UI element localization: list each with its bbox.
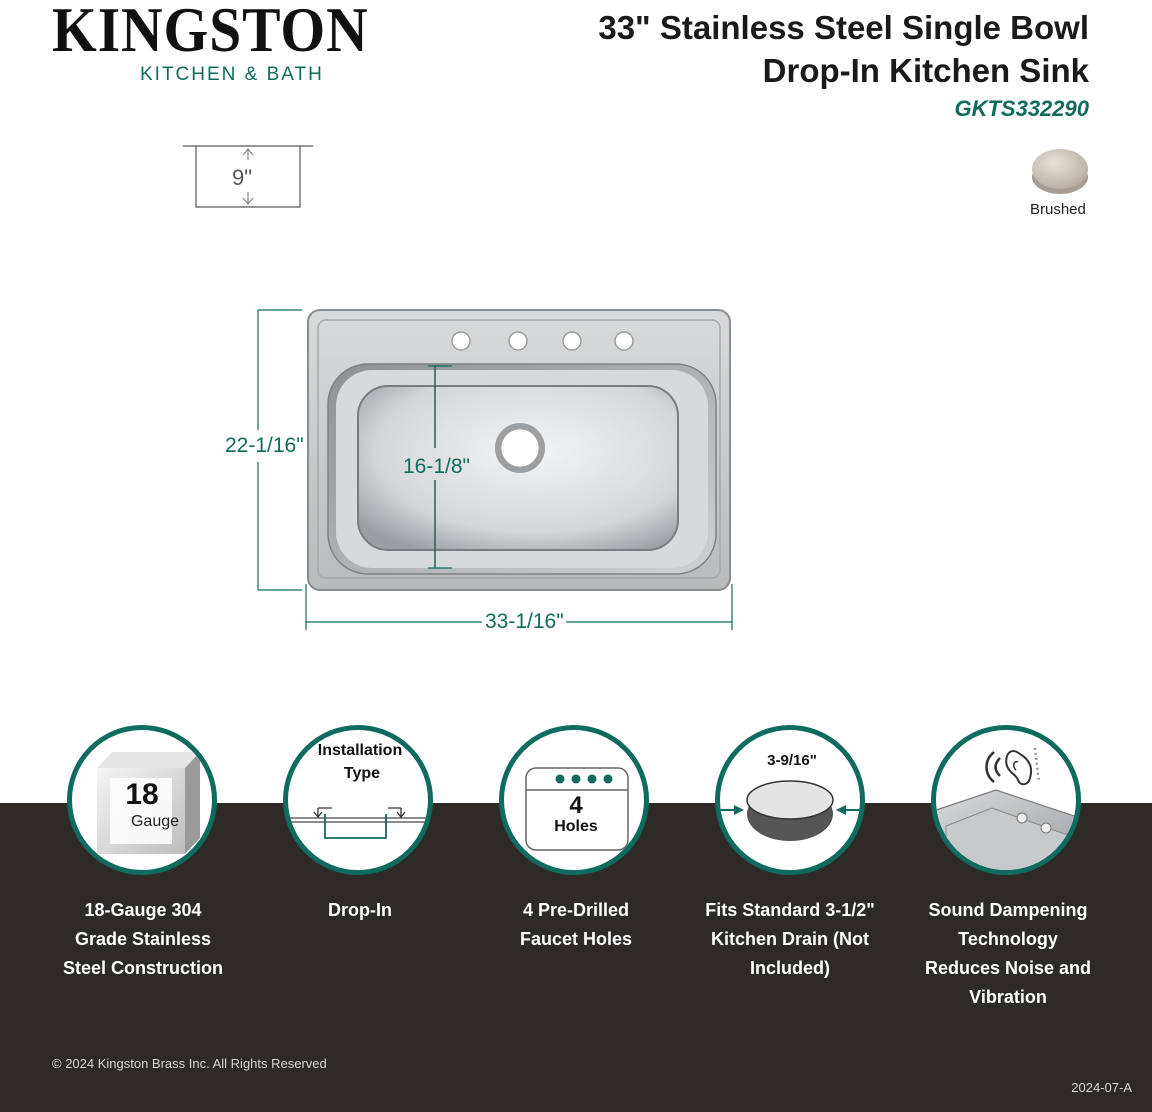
caption-line: Reduces Noise and bbox=[924, 958, 1092, 978]
gauge-number: 18 bbox=[125, 778, 159, 811]
caption-line: Faucet Holes bbox=[519, 929, 633, 949]
brand-logo-wordmark: KINGSTON bbox=[52, 0, 369, 65]
sound-dampening-icon bbox=[936, 730, 1076, 870]
product-title bbox=[598, 6, 1089, 92]
feature-caption-installation bbox=[260, 896, 460, 925]
brushed-finish-swatch-icon bbox=[1031, 147, 1089, 195]
holes-label: Holes bbox=[554, 818, 598, 835]
drain-size-label: 3-9/16" bbox=[767, 752, 817, 769]
caption-line: Drop-In bbox=[328, 900, 392, 920]
sink-top-view-illustration bbox=[240, 300, 750, 640]
overall-depth-dimension: 22-1/16" bbox=[225, 434, 304, 457]
finish-label: Brushed bbox=[1030, 201, 1086, 218]
caption-line: 18-Gauge 304 bbox=[84, 900, 202, 920]
caption-line: Steel Construction bbox=[62, 958, 223, 978]
feature-sound-badge bbox=[931, 725, 1081, 875]
document-version: 2024-07-A bbox=[1071, 1080, 1132, 1095]
caption-line: Kitchen Drain (Not bbox=[710, 929, 869, 949]
copyright-notice: © 2024 Kingston Brass Inc. All Rights Reserved bbox=[52, 1056, 327, 1071]
caption-line: 4 Pre-Drilled bbox=[522, 900, 630, 920]
feature-caption-sound bbox=[908, 896, 1108, 1012]
installation-label-line-1: Installation bbox=[317, 742, 403, 759]
product-sku: GKTS332290 bbox=[954, 96, 1089, 121]
bowl-depth-dimension: 16-1/8" bbox=[403, 455, 470, 478]
caption-line: Technology bbox=[958, 929, 1058, 949]
caption-line: Included) bbox=[750, 958, 830, 978]
brand-subtitle: KITCHEN & BATH bbox=[140, 64, 324, 85]
feature-caption-holes bbox=[476, 896, 676, 954]
product-title-line-2: Drop-In Kitchen Sink bbox=[762, 52, 1089, 89]
sink-depth-value: 9" bbox=[232, 165, 253, 190]
caption-line: Sound Dampening bbox=[928, 900, 1088, 920]
gauge-label: Gauge bbox=[130, 813, 180, 830]
caption-line: Vibration bbox=[969, 987, 1047, 1007]
caption-line: Grade Stainless bbox=[74, 929, 212, 949]
feature-drain-badge bbox=[715, 725, 865, 875]
feature-caption-gauge bbox=[43, 896, 243, 983]
drain-size-icon bbox=[720, 730, 860, 870]
holes-number: 4 bbox=[569, 792, 583, 819]
installation-label-line-2: Type bbox=[343, 765, 381, 782]
feature-caption-drain bbox=[690, 896, 890, 983]
caption-line: Fits Standard 3-1/2" bbox=[705, 900, 875, 920]
overall-width-dimension: 33-1/16" bbox=[485, 610, 564, 633]
product-title-line-1: 33" Stainless Steel Single Bowl bbox=[598, 9, 1089, 46]
